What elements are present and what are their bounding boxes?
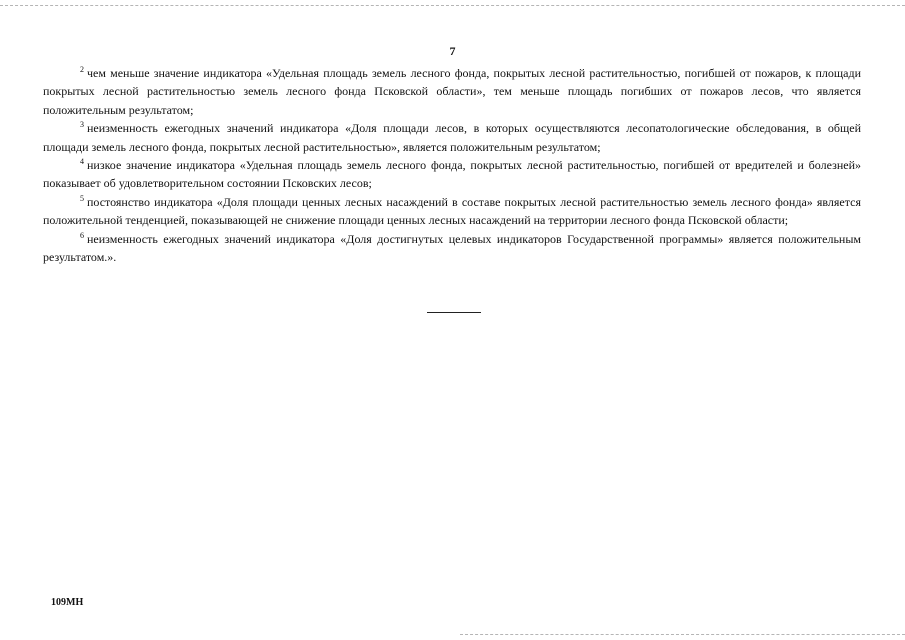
footnote-text: низкое значение индикатора «Удельная площадь земель лесного фонда, покрытых лесной растительностью, погибшей от вредителей и болезней» показывает об удовлетворительном состоянии Псковских лесов; bbox=[43, 158, 861, 191]
footnote-5 bbox=[43, 193, 861, 230]
footnote-marker: 3 bbox=[80, 120, 84, 130]
scan-edge-bottom bbox=[460, 634, 905, 635]
page-number: 7 bbox=[449, 44, 456, 58]
footnote-6 bbox=[43, 230, 861, 267]
document-code: 109МН bbox=[51, 597, 84, 608]
footnote-marker: 6 bbox=[80, 230, 84, 240]
footnote-text: чем меньше значение индикатора «Удельная площадь земель лесного фонда, покрытых лесной растительностью, погибшей от пожаров, к площади покрытых лесной растительностью земель лесного фонда Псковской области», тем меньше площадь погибших от пожаров лесов, что является положительным результатом; bbox=[43, 66, 861, 117]
footnotes-section bbox=[43, 64, 861, 266]
footnote-3 bbox=[43, 119, 861, 156]
footnote-4 bbox=[43, 156, 861, 193]
footnote-text: неизменность ежегодных значений индикатора «Доля площади лесов, в которых осуществляются лесопатологические обследования, в общей площади земель лесного фонда, покрытых лесной растительностью», является положительным результатом; bbox=[43, 121, 861, 154]
scan-edge-top bbox=[0, 5, 905, 6]
footnote-marker: 4 bbox=[80, 157, 84, 167]
footnote-text: постоянство индикатора «Доля площади ценных лесных насаждений в составе покрытых лесной растительностью земель лесного фонда» является положительной тенденцией, показывающей не снижение площади ценных лесных насаждений на территории лесного фонда Псковской области; bbox=[43, 194, 861, 228]
footnote-2 bbox=[43, 64, 861, 119]
end-of-document-divider bbox=[427, 312, 481, 313]
footnote-marker: 5 bbox=[80, 193, 84, 203]
footnote-marker: 2 bbox=[80, 65, 84, 74]
footnote-text: неизменность ежегодных значений индикатора «Доля достигнутых целевых индикаторов Государственной программы» является положительным результатом.». bbox=[43, 231, 861, 265]
